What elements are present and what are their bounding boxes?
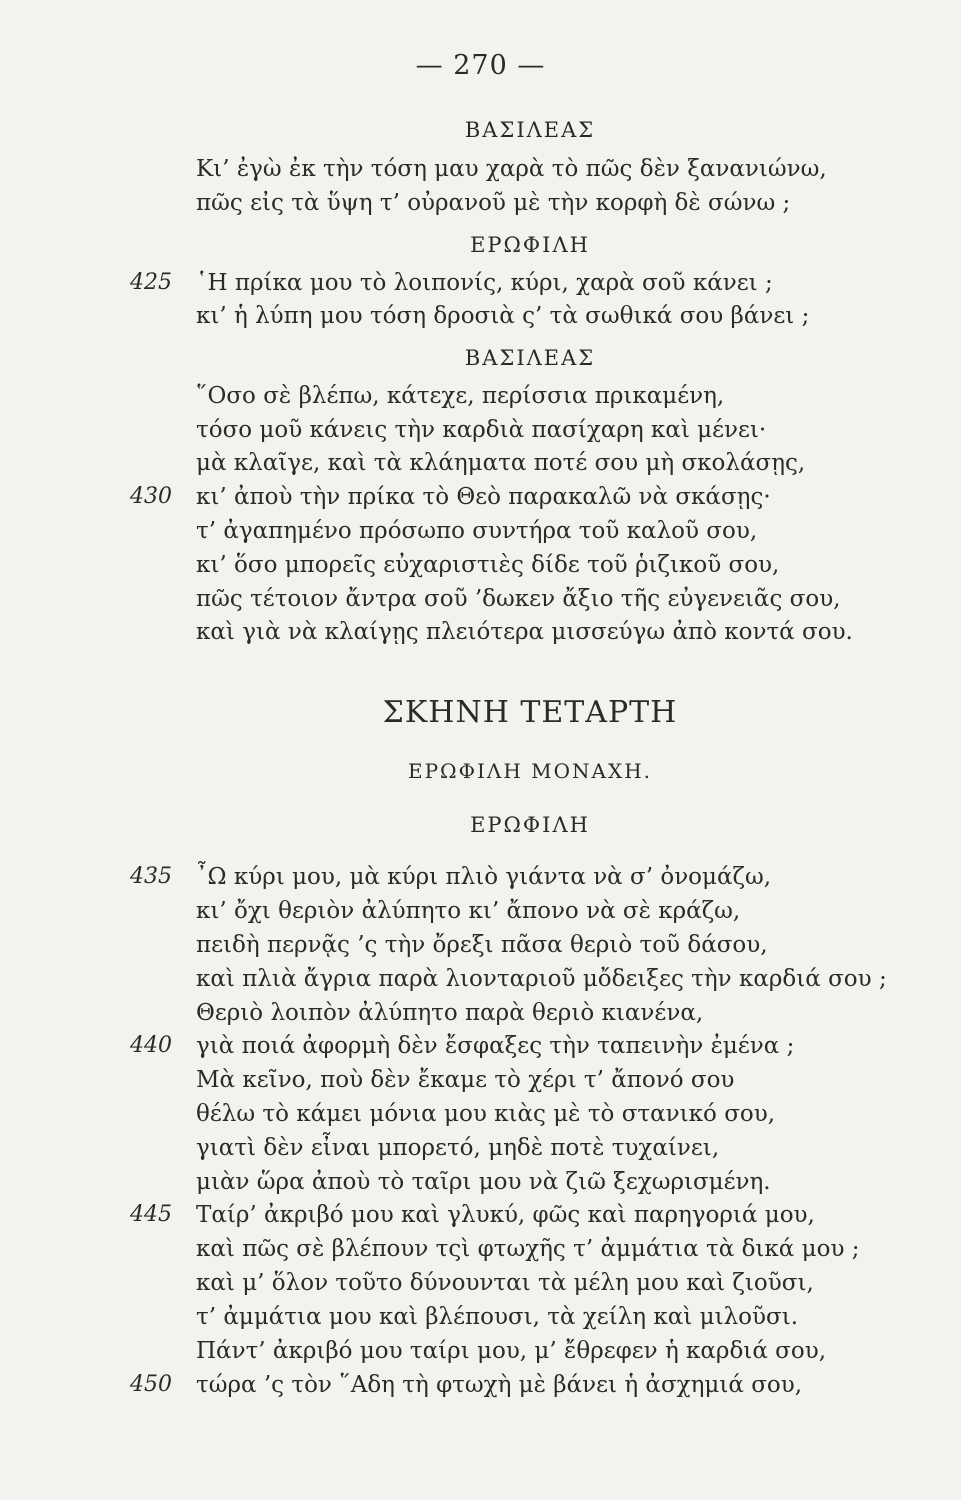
scene-subtitle: ΕΡΩΦΙΛΗ ΜΟΝΑΧΗ. — [407, 759, 653, 783]
verse-line: κι’ ἡ λύπη μου τόση δροσιὰ ς’ τὰ σωθικά σου βάνει ; — [196, 303, 810, 329]
line-number: 435 — [130, 864, 172, 889]
verse-line: ῏Ω κύρι μου, μὰ κύρι πλιὸ γιάντα νὰ σ’ ὀνομάζω, — [196, 864, 772, 890]
verse-line: μιὰν ὥρα ἀποὺ τὸ ταῖρι μου νὰ ζιῶ ξεχωρισμένη. — [196, 1169, 771, 1195]
verse-line: κι’ ἀποὺ τὴν πρίκα τὸ Θεὸ παρακαλῶ νὰ σκάσῃς· — [196, 484, 771, 510]
verse-line: θέλω τὸ κάμει μόνια μου κιὰς μὲ τὸ στανικό σου, — [196, 1101, 776, 1127]
line-number: 425 — [130, 270, 172, 295]
line-number: 445 — [130, 1202, 172, 1227]
verse-line: καὶ γιὰ νὰ κλαίγῃς πλειότερα μισσεύγω ἀπὸ κοντά σου. — [196, 619, 853, 645]
verse-line: Πάντ’ ἀκριβό μου ταίρι μου, μ’ ἔθρεφεν ἡ καρδιά σου, — [196, 1338, 827, 1364]
verse-line: Θεριὸ λοιπὸν ἀλύπητο παρὰ θεριὸ κιανένα, — [196, 1000, 704, 1026]
speaker-heading: ΒΑΣΙΛΕΑΣ — [464, 118, 596, 142]
verse-line: ῞Οσο σὲ βλέπω, κάτεχε, περίσσια πρικαμένη, — [196, 383, 725, 409]
speaker-heading: ΒΑΣΙΛΕΑΣ — [464, 346, 596, 370]
verse-line: Μὰ κεῖνο, ποὺ δὲν ἔκαμε τὸ χέρι τ’ ἄπονό σου — [196, 1067, 735, 1093]
verse-line: μὰ κλαῖγε, καὶ τὰ κλάηματα ποτέ σου μὴ σκολάσῃς, — [196, 450, 806, 476]
line-number: 440 — [130, 1033, 172, 1058]
verse-line: γιατὶ δὲν εἶναι μπορετό, μηδὲ ποτὲ τυχαίνει, — [196, 1135, 720, 1161]
verse-line: τ’ ἀμμάτια μου καὶ βλέπουσι, τὰ χείλη καὶ μιλοῦσι. — [196, 1304, 799, 1330]
verse-line: καὶ μ’ ὅλον τοῦτο δύνουνται τὰ μέλη μου καὶ ζιοῦσι, — [196, 1270, 814, 1296]
page-number: — 270 — — [415, 50, 546, 81]
speaker-heading: ΕΡΩΦΙΛΗ — [470, 813, 590, 837]
line-number: 430 — [130, 484, 172, 509]
verse-line: τώρα ’ς τὸν ῞Αδη τὴ φτωχὴ μὲ βάνει ἡ ἀσχημιά σου, — [196, 1372, 803, 1398]
verse-line: Ταίρ’ ἀκριβό μου καὶ γλυκύ, φῶς καὶ παρηγοριά μου, — [196, 1202, 815, 1228]
speaker-heading: ΕΡΩΦΙΛΗ — [470, 233, 590, 257]
verse-line: ῾Η πρίκα μου τὸ λοιπονίς, κύρι, χαρὰ σοῦ κάνει ; — [196, 270, 773, 296]
verse-line: πῶς εἰς τὰ ὕψη τ’ οὐρανοῦ μὲ τὴν κορφὴ δὲ σώνω ; — [196, 190, 791, 216]
verse-line: κι’ ὅσο μπορεῖς εὐχαριστιὲς δίδε τοῦ ῥιζικοῦ σου, — [196, 552, 780, 578]
verse-line: Κι’ ἐγὼ ἐκ τὴν τόση μαυ χαρὰ τὸ πῶς δὲν ξανανιώνω, — [196, 156, 827, 182]
verse-line: πῶς τέτοιον ἄντρα σοῦ ’δωκεν ἄξιο τῆς εὐγενειᾶς σου, — [196, 586, 841, 612]
verse-line: τόσο μοῦ κάνεις τὴν καρδιὰ πασίχαρη καὶ μένει· — [196, 417, 767, 443]
verse-line: τ’ ἀγαπημένο πρόσωπο συντήρα τοῦ καλοῦ σου, — [196, 518, 758, 544]
verse-line: γιὰ ποιά ἀφορμὴ δὲν ἔσφαξες τὴν ταπεινὴν ἐμένα ; — [196, 1033, 795, 1059]
verse-line: πειδὴ περνᾷς ’ς τὴν ὄρεξι πᾶσα θεριὸ τοῦ δάσου, — [196, 932, 768, 958]
line-number: 450 — [130, 1372, 172, 1397]
verse-line: καὶ πῶς σὲ βλέπουν τςὶ φτωχῆς τ’ ἀμμάτια τὰ δικά μου ; — [196, 1236, 860, 1262]
verse-line: κι’ ὄχι θεριὸν ἀλύπητο κι’ ἄπονο νὰ σὲ κράζω, — [196, 898, 741, 924]
verse-line: καὶ πλιὰ ἄγρια παρὰ λιονταριοῦ μὄδειξες τὴν καρδιά σου ; — [196, 966, 887, 992]
scene-title: ΣΚΗΝΗ ΤΕΤΑΡΤΗ — [382, 695, 678, 730]
